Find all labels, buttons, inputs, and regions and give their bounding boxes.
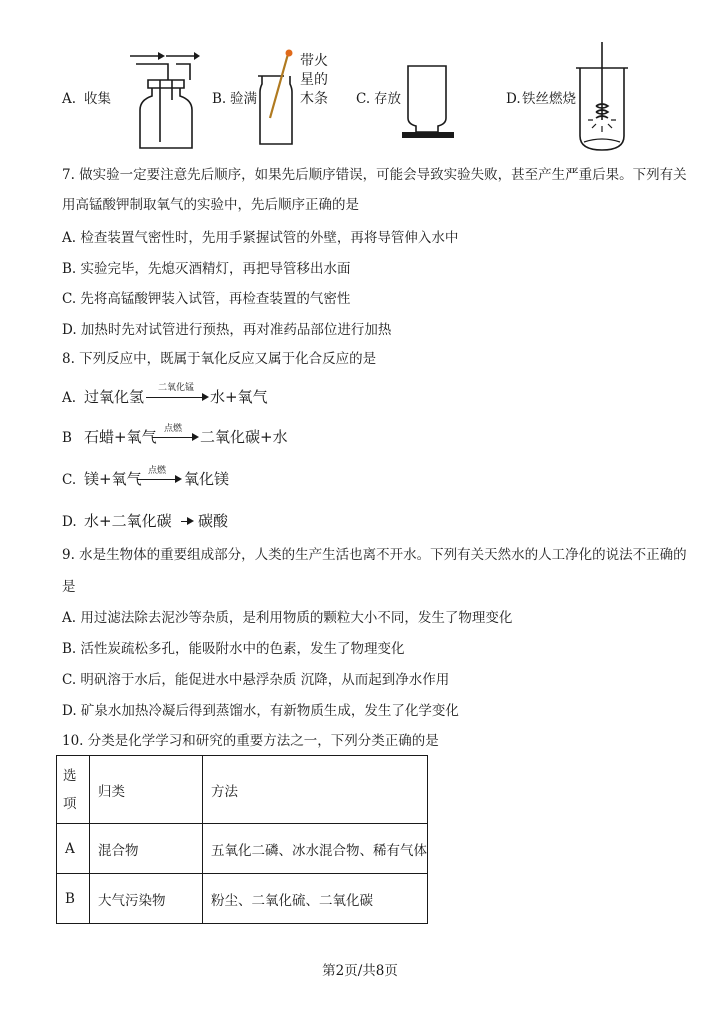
gas-jar-with-splint-figure bbox=[252, 48, 300, 152]
q8-option-a-reactants: 过氧化氢 bbox=[84, 388, 145, 406]
q8-option-a-condition: 二氧化锰 bbox=[158, 383, 195, 393]
figure-b-label: 验满 bbox=[230, 91, 257, 107]
gas-collection-bottle-figure bbox=[128, 44, 200, 152]
q9-option-a: A. 用过滤法除去泥沙等杂质，是利用物质的颗粒大小不同，发生了物理变化 bbox=[62, 610, 513, 626]
figure-d-label: 铁丝燃烧 bbox=[522, 91, 576, 107]
splint-annotation-line-2: 星的 bbox=[300, 72, 328, 88]
splint-annotation-line-1: 带火 bbox=[300, 53, 328, 69]
q8-option-c-reactants: 镁+氧气 bbox=[84, 470, 142, 488]
page-number: 第2页/共8页 bbox=[322, 963, 398, 979]
reaction-arrow bbox=[152, 437, 194, 438]
arrow-head-icon bbox=[192, 433, 199, 441]
q9-stem-line-1: 9. 水是生物体的重要组成部分，人类的生产生活也离不开水。下列有关天然水的人工净化的说法不正确的 bbox=[62, 547, 687, 563]
table-cell-option: A bbox=[57, 824, 90, 874]
q9-option-d: D. 矿泉水加热冷凝后得到蒸馏水，有新物质生成，发生了化学变化 bbox=[62, 703, 459, 719]
splint-annotation bbox=[300, 52, 334, 109]
q8-option-d-reactants: 水+二氧化碳 bbox=[84, 512, 172, 530]
arrow-head-icon bbox=[187, 517, 194, 525]
table-cell-option: B bbox=[57, 874, 90, 924]
q8-stem: 8. 下列反应中，既属于氧化反应又属于化合反应的是 bbox=[62, 351, 377, 367]
q7-stem-line-2: 用高锰酸钾制取氧气的实验中，先后顺序正确的是 bbox=[62, 197, 359, 213]
figure-d-letter: D. bbox=[506, 91, 521, 107]
q8-option-d-letter: D. bbox=[62, 514, 77, 530]
splint-annotation-line-3: 木条 bbox=[300, 91, 328, 107]
q8-option-b-letter: B bbox=[62, 430, 72, 446]
arrow-head-icon bbox=[175, 475, 182, 483]
iron-wire-combustion-figure bbox=[570, 40, 634, 156]
table-row bbox=[57, 824, 428, 874]
q8-option-b-condition: 点燃 bbox=[164, 424, 183, 434]
q7-stem-line-1: 7. 做实验一定要注意先后顺序，如果先后顺序错误，可能会导致实验失败，甚至产生严重后果。下列有关 bbox=[62, 167, 687, 183]
q8-option-a-letter: A. bbox=[62, 390, 77, 406]
q8-option-b-products: 二氧化碳+水 bbox=[200, 428, 288, 446]
arrow-head-icon bbox=[202, 393, 209, 401]
figure-b-letter: B. bbox=[212, 91, 227, 107]
figure-a-letter: A. bbox=[62, 91, 77, 107]
inverted-gas-jar-figure bbox=[400, 60, 456, 140]
q8-option-b-reactants: 石蜡+氧气 bbox=[84, 428, 157, 446]
q10-stem: 10. 分类是化学学习和研究的重要方法之一，下列分类正确的是 bbox=[62, 733, 439, 749]
q7-option-b: B. 实验完毕，先熄灭酒精灯，再把导管移出水面 bbox=[62, 261, 351, 277]
table-header-method: 方法 bbox=[203, 756, 428, 824]
q8-option-d-products: 碳酸 bbox=[198, 512, 229, 530]
classification-table bbox=[56, 755, 428, 924]
q9-option-b: B. 活性炭疏松多孔，能吸附水中的色素，发生了物理变化 bbox=[62, 641, 405, 657]
q8-option-c-products: 氧化镁 bbox=[184, 470, 230, 488]
figure-a-label: 收集 bbox=[84, 91, 111, 107]
glowing-ember-icon bbox=[286, 50, 293, 57]
q8-option-a-products: 水+氧气 bbox=[210, 388, 268, 406]
q7-option-c: C. 先将高锰酸钾装入试管，再检查装置的气密性 bbox=[62, 291, 351, 307]
table-cell-method: 五氧化二磷、冰水混合物、稀有气体 bbox=[203, 824, 428, 874]
figure-c-label: 存放 bbox=[374, 91, 401, 107]
q9-option-c: C. 明矾溶于水后，能促进水中悬浮杂质 沉降，从而起到净水作用 bbox=[62, 672, 450, 688]
table-header-category: 归类 bbox=[90, 756, 203, 824]
q8-option-c-condition: 点燃 bbox=[148, 466, 167, 476]
table-row bbox=[57, 874, 428, 924]
reaction-arrow bbox=[146, 397, 204, 398]
q7-option-d: D. 加热时先对试管进行预热，再对准药品部位进行加热 bbox=[62, 322, 392, 338]
table-cell-method: 粉尘、二氧化硫、二氧化碳 bbox=[203, 874, 428, 924]
table-header-row bbox=[57, 756, 428, 824]
table-cell-category: 混合物 bbox=[90, 824, 203, 874]
figure-c-letter: C. bbox=[356, 91, 371, 107]
q8-option-c-letter: C. bbox=[62, 472, 77, 488]
q7-option-a: A. 检查装置气密性时，先用手紧握试管的外壁，再将导管伸入水中 bbox=[62, 230, 459, 246]
q9-stem-line-2: 是 bbox=[62, 579, 76, 595]
reaction-arrow bbox=[137, 479, 177, 480]
table-header-option: 选项 bbox=[57, 756, 90, 824]
table-cell-category: 大气污染物 bbox=[90, 874, 203, 924]
